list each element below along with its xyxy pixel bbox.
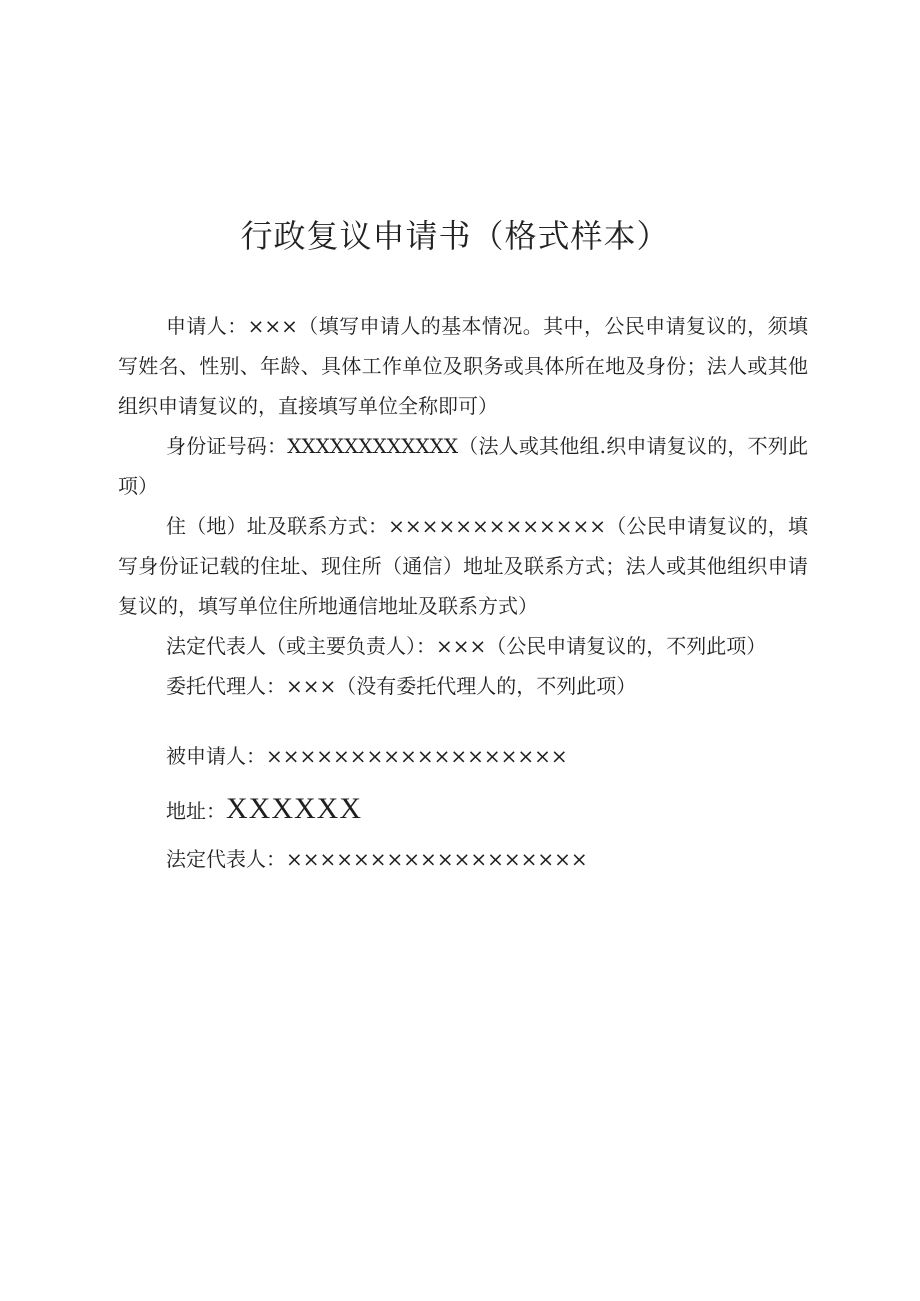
- legal-representative-paragraph: 法定代表人（或主要负责人）：×××（公民申请复议的，不列此项）: [166, 634, 767, 658]
- respondent-line: 被申请人：××××××××××××××××××: [166, 744, 568, 768]
- residence-contact-paragraph: 住（地）址及联系方式：×××××××××××××（公民申请复议的，填写身份证记载的住址、现住所（通信）地址及联系方式；法人或其他组织申请复议的，填写单位住所地通信地址及联系方式）: [118, 514, 808, 618]
- document-body: [118, 306, 808, 879]
- applicant-paragraph: 申请人：×××（填写申请人的基本情况。其中，公民申请复议的，须填写姓名、性别、年龄、具体工作单位及职务或具体所在地及身份；法人或其他组织申请复议的，直接填写单位全称即可）: [118, 314, 808, 418]
- agent-paragraph: 委托代理人：×××（没有委托代理人的，不列此项）: [166, 674, 637, 698]
- respondent-address-label: 地址：: [166, 799, 226, 823]
- document-title: 行政复议申请书（格式样本）: [240, 217, 670, 255]
- id-number-paragraph: 身份证号码：XXXXXXXXXXXX（法人或其他组.织申请复议的，不列此项）: [118, 434, 808, 498]
- respondent-address-value: XXXXXX: [226, 792, 362, 825]
- respondent-legal-representative-line: 法定代表人：××××××××××××××××××: [166, 847, 588, 871]
- respondent-address-line: [118, 789, 808, 831]
